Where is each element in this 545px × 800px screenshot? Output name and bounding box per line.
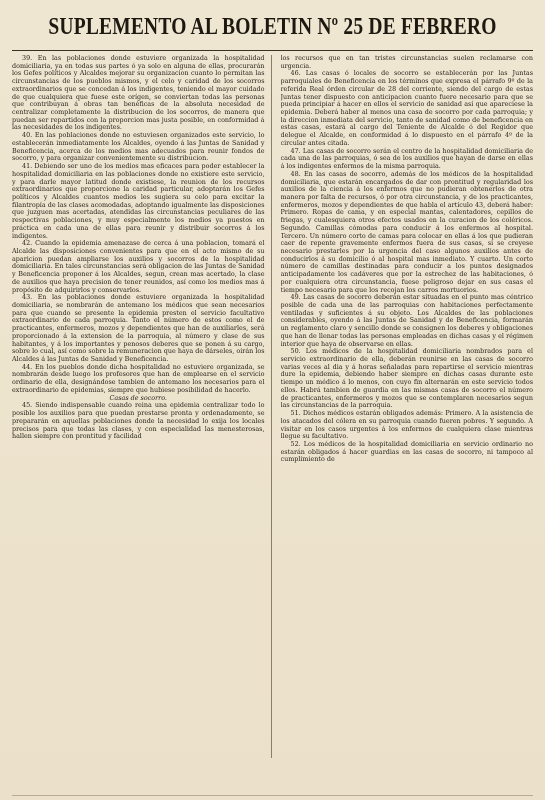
paragraph-52: 52. Los médicos de la hospitalidad domiciliaria en servicio ordinario no estarán obligados á hacer guardias en las casas de socorro, ni tampoco al cumplimiento de [280, 439, 533, 464]
paragraph-51: 51. Dichos médicos estarán obligados además: Primero. A la asistencia de los atacados del cólera en su parroquia cuando fueren pobres. Y segundo. A visitar en los casos urgentes á los enfermos de cualquiera clase mientras llegue su facultativo. [280, 409, 533, 441]
right-column [281, 55, 534, 758]
page-title: SUPLEMENTO AL BOLETIN Nº 25 DE FEBRERO [48, 14, 497, 41]
paragraph-41: 41. Debiendo ser uno de los medios mas eficaces para poder establecer la hospitalidad domiciliaria en las poblaciones donde no existiere este servicio, y para darle mayor latitud donde existiese, la reunion de los recursos extraordinarios que proporcione la caridad particular, adoptarán los Gefes políticos y Alcaldes cuantos medios les sugiera su celo para excitar la filantropía de las clases acomodadas, adoptando igualmente las disposiciones que juzguen mas acertadas, atendidas las circunstancias peculiares de las respectivas poblaciones, y muy especialmente los medios ya puestos en práctica en cada una de ellas para reunir y distribuir socorros á los indigentes. [12, 162, 265, 240]
paragraph-40: 40. En las poblaciones donde no estuviesen organizados este servicio, lo establecerán inmediatamente los Alcaldes, oyendo á las Juntas de Sanidad y Beneficencia, acerca de los medios mas adecuados para reunir fondos de socorro, y para organizar convenientemente su distribucion. [12, 131, 265, 163]
paragraph-39: 39. En las poblaciones donde estuviere organizada la hospitalidad domiciliaria, ya en todas sus partes ó ya solo en alguna de ellas, procurarán los Gefes políticos y Alcaldes mejorar su organizacion cuanto lo permitan las circunstancias de los pueblos mismos, y el celo y caridad de los socorros extraordinarios que se concedan á los indigentes, teniendo el mayor cuidado de que cualquiera que fuese este orígen, se conviertan todas las personas que contribuyan á obras tan benéficas de la absoluta necesidad de centralizar completamente la distribucion de los socorros, de manera que puedan ser repartidos con la proporcion mas justa posible, en conformidad á las necesidades de los indigentes. [12, 55, 265, 132]
paragraph-49: 49. Las casas de socorro deberán estar situadas en el punto mas céntrico posible de cada una de las parroquias con habitaciones perfectamente ventiladas y suficientes á su objeto. Los Alcaldes de las poblaciones considerables, oyendo á las Juntas de Sanidad y de Beneficencia, formarán un reglamento claro y sencillo donde se consignen los deberes y obligaciones que han de llenar todas las personas empleadas en dichas casas y el régimen interior que haya de observarse en ellas. [280, 293, 533, 348]
paragraph-47: 47. Las casas de socorro serán el centro de la hospitalidad domiciliaria de cada una de las parroquias, ó sea de los auxilios que hayan de darse en ellas á los indigentes enfermos de la misma parroquia. [280, 146, 533, 171]
left-column [12, 55, 272, 758]
paragraph-42: 42. Cuando la epidemia amenazase de cerca á una poblacion, tomará el Alcalde las disposiciones convenientes para que en el acto mismo de su aparicion puedan ampliarse los auxilios y socorros de la hospitalidad domiciliaria. En tales circunstancias será obligacion de las Juntas de Sanidad y Beneficencia proponer á los Alcaldes, segun, crean mas acertado, la clase de auxilios que haya precision de tener reunidos, así como los medios mas á propósito de adquirirlos y conservarlos. [12, 239, 265, 294]
paragraph-48: 48. En las casas de socorro, además de los médicos de la hospitalidad domiciliaria, que estarán encargados de dar con prontitud y regularidad los auxilios de la ciencia á los enfermos que no pudieran obtenerlos de otra manera por falta de recursos, ó por otra circunstancia, y de los practicantes, enfermeros, mozos y dependientes de que habla el artículo 43, deberá haber: Primero. Ropas de cama, y en especial mantas, calentadores, cepillos de friegas, y cualesquiera otros efectos usados en la curacion de los coléricos. Segundo. Camillas cómodas para conducir á los enfermos al hospital. Tercero. Un número corto de camas para colocar en ellas á los que pudieran caer de repente gravemente enfermos fuera de sus casas, si se creyese necesario prestarles por la urgencia del caso algunos auxilios antes de conducirlos á su domicilio ó al hospital mas inmediato. Y cuarto. Un corto número de camillas destinadas para conducir a los puntos designados anticipadamente los cadáveres que por la estrechez de las habitaciones, ó por cualquiera otra circunstancia, fuese peligroso dejar en sus casas el tiempo necesario para que los recojan los carros mortuorios. [280, 169, 533, 294]
text-columns [12, 55, 533, 758]
header-rule [12, 50, 533, 51]
continued-text: los recursos que en tan tristes circunstancias suelen reclamarse con urgencia. [280, 55, 533, 70]
section-subheading: Casas de socorro. [109, 393, 167, 402]
paragraph-43: 43. En las poblaciones donde estuviere organizada la hospitalidad domiciliaria, se nombrarán de antemano los médicos que sean necesarios para que cuando se presente la epidemia presten el servicio facultativo extraordinario de cada parroquia. Tanto el número de estos como el de practicantes, enfermeros, mozos y dependientes que han de auxiliarles, será proporcionado á la extension de la parroquia, al número y clase de sus habitantes, y á los importantes y penosos deberes que se ponen á su cargo, sobre lo cual, así como sobre la remuneracion que haya de dárseles, oirán los Alcaldes á las Juntas de Sanidad y Beneficencia. [12, 293, 265, 364]
paragraph-45: 45. Siendo indispensable cuando reina una epidemia centralizar todo lo posible los auxilios para que puedan prestarse pronta y ordenadamente, se prepararán en aquellas poblaciones donde la necesidad lo exija los locales precisos para que todas las clases, y con especialidad las menesterosas, hallen siempre con prontitud y facilidad [12, 401, 265, 441]
bottom-edge-rule [12, 795, 533, 796]
paragraph-46: 46. Las casas ó locales de socorro se establecerán por las Juntas parroquiales de Beneficencia en los términos que expresa el párrafo 9º de la referida Real órden circular de 28 del corriente, siendo del cargo de estas Juntas tener dispuesto con anticipacion cuanto fuere necesario para que se pueda principiar á hacer en ellos el servicio de sanidad así que apareciese la epidemia. Deberá haber al menos una casa de socorro por cada parroquia; y la direccion inmediata del servicio, tanto de sanidad como de beneficencia en estas casas, estará al cargo del Teniente de Alcalde ó del Regidor que delegue el Alcalde, en conformidad á lo dispuesto en el párrafo 4º de la circular antes citada. [280, 69, 533, 147]
paragraph-44: 44. En los pueblos donde dicha hospitalidad no estuviere organizada, se nombrarán desde luego los profesores que han de emplearse en el servicio ordinario de ella, designándose tambien de antemano los necesarios para el extraordinario de epidemias, siempre que hubiese posibilidad de hacerlo. [12, 362, 265, 394]
paragraph-50: 50. Los médicos de la hospitalidad domiciliaria nombrados para el servicio extraordinario de ella, deberán reunirse en las casas de socorro varias veces al dia y á horas señaladas para repartirse el servicio mientras dure la epidemia, debiendo haber siempre en dichas casas durante este tiempo un médico á lo menos, con cuyo fin alternarán en este servicio todos ellos. Habrá tambien de guardia en las mismas casas de socorro el número de practicantes, enfermeros y mozos que se contemplaren necesarios segun las circunstancias de la parroquia. [280, 347, 533, 410]
